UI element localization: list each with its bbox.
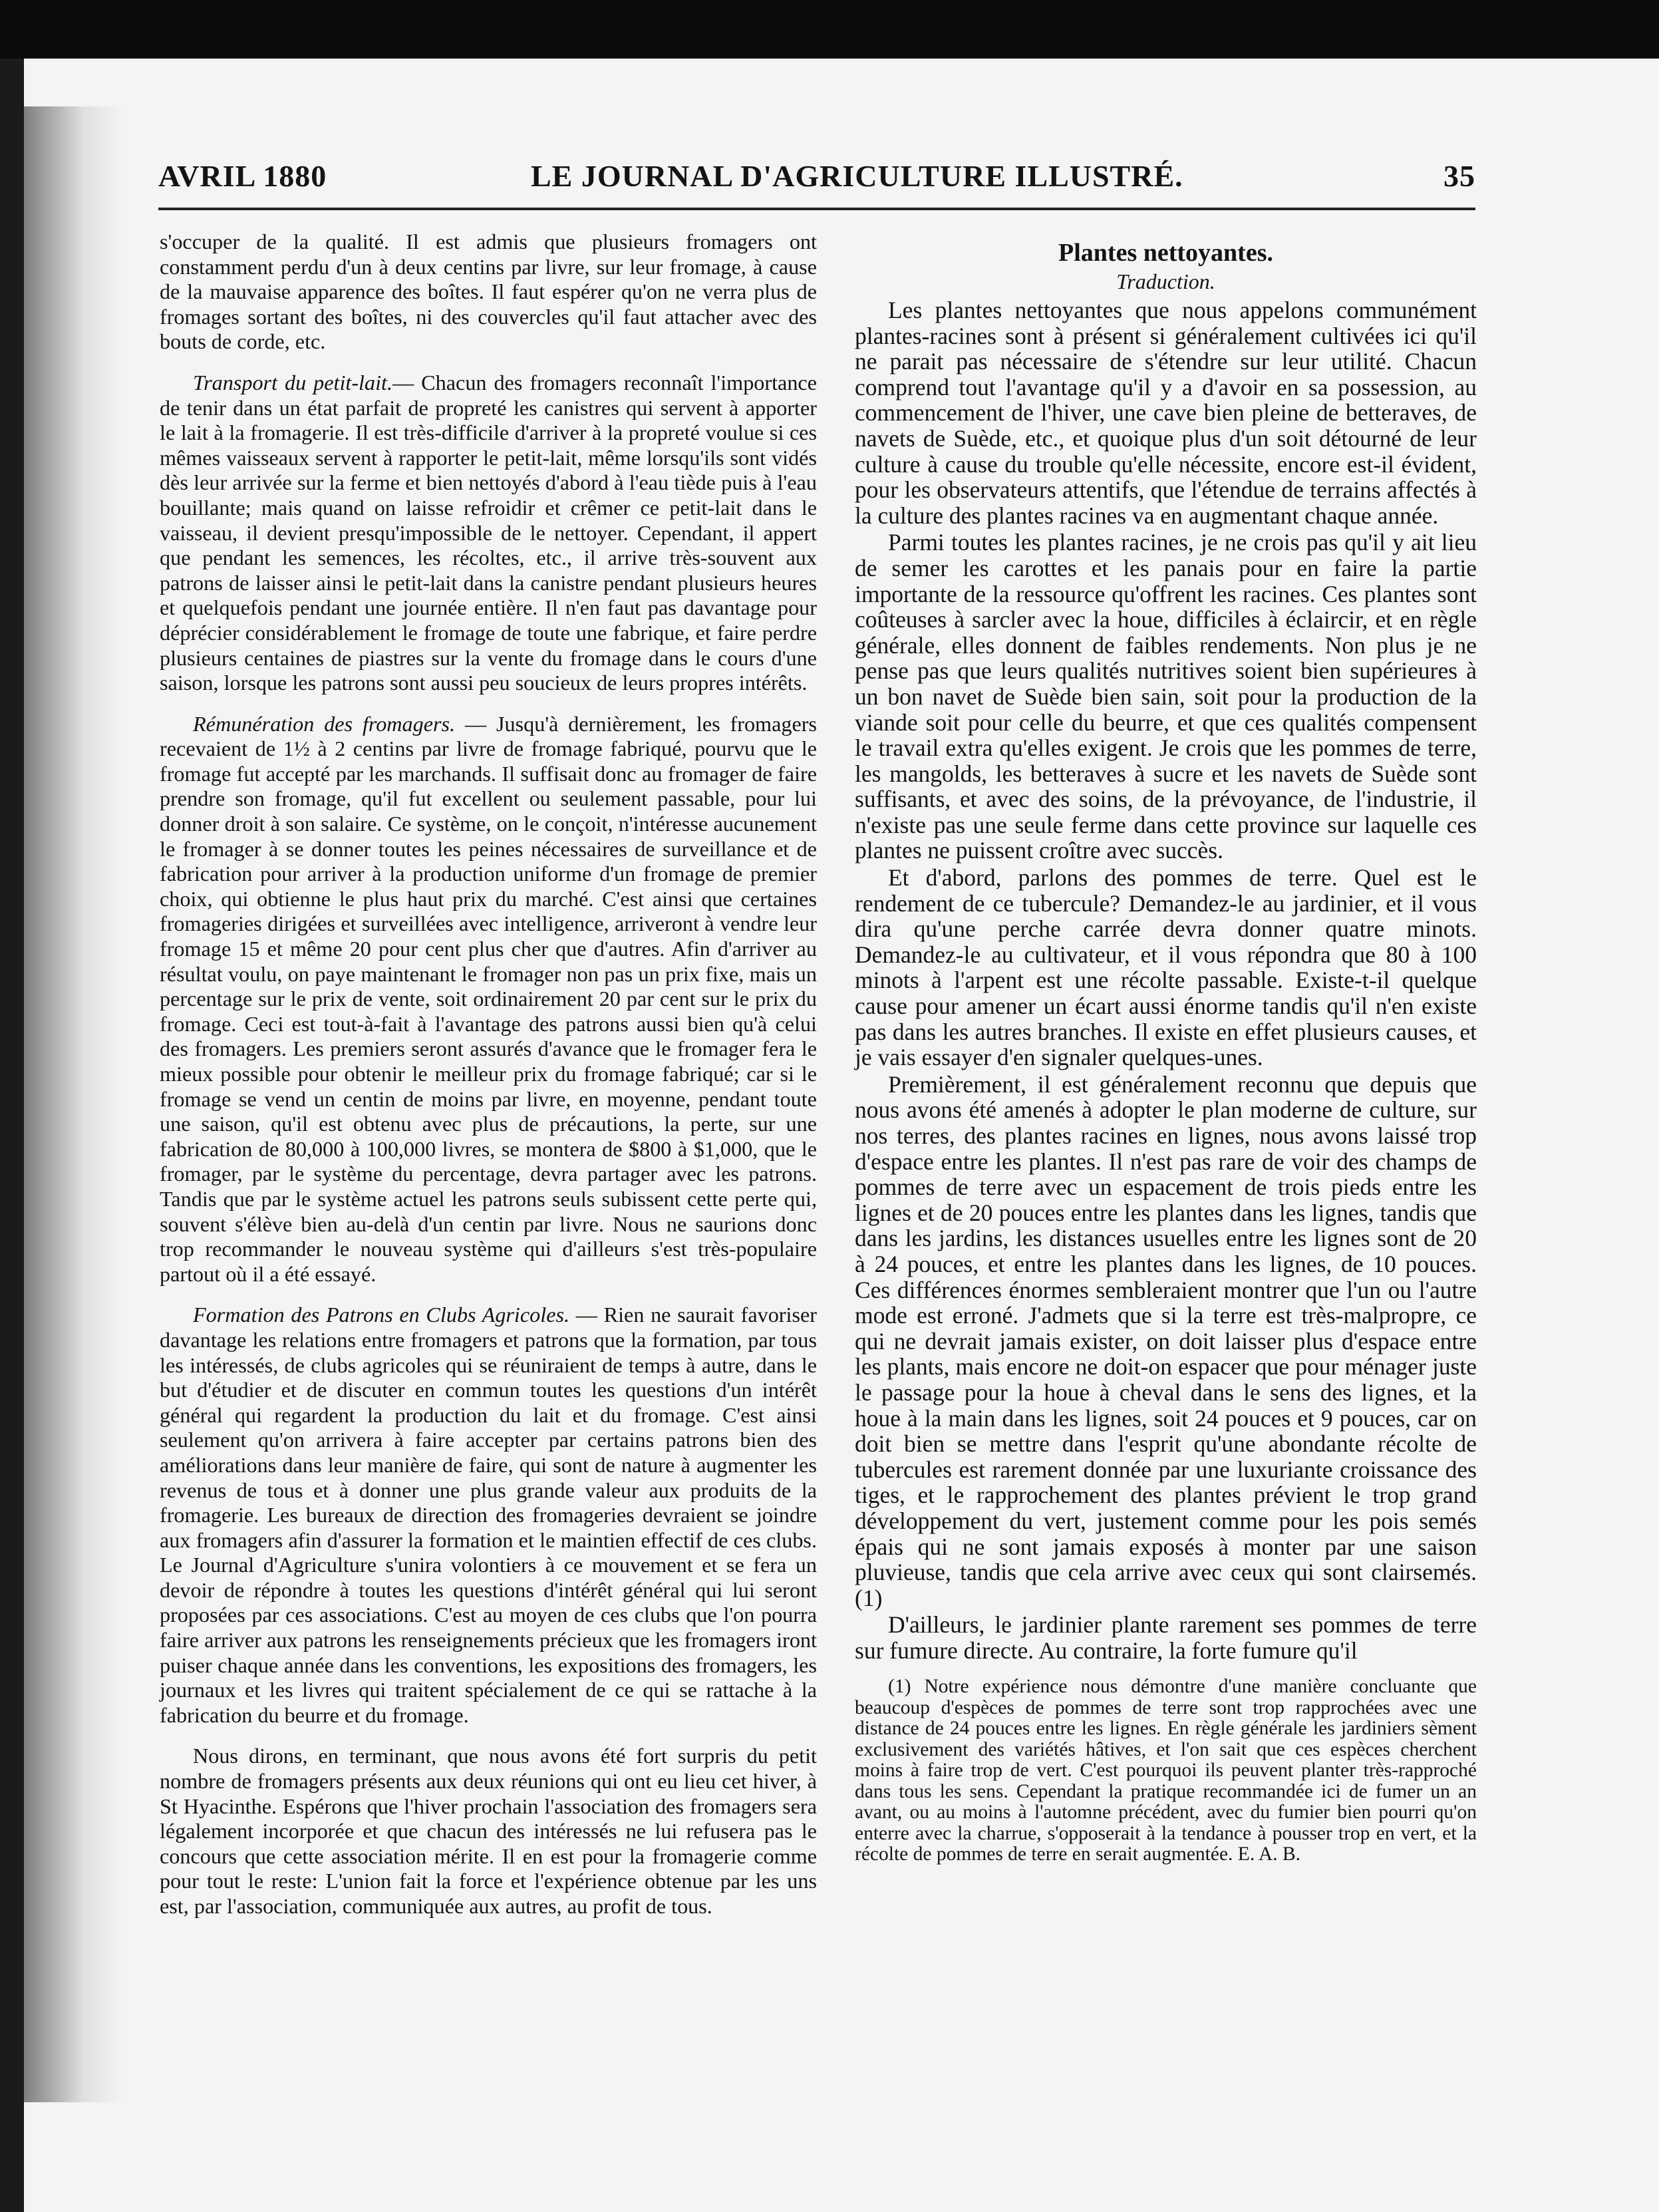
- paragraph: s'occuper de la qualité. Il est admis que plusieurs fromagers ont constamment perdu d'un à deux centins par livre, sur leur fromage, à cause de la mauvaise apparence des boîtes. Il faut espérer qu'on ne verra plus de fromages sortant des boîtes, ni des couvercles qu'il faut attacher avec des bouts de corde, etc.: [160, 230, 817, 354]
- section-title: Transport du petit-lait.: [193, 370, 393, 395]
- page-number: 35: [1443, 159, 1475, 193]
- paragraph: Et d'abord, parlons des pommes de terre. Quel est le rendement de ce tubercule? Demandez-le au jardinier, et il vous dira qu'une perche carrée devra donner quatre minots. Demandez-le au cultivateur, et il vous répondra que 80 à 100 minots à l'arpent est une récolte passable. Existe-t-il quelque cause pour amener un écart aussi énorme tandis qu'il n'en existe pas dans les autres branches. Il existe en effet plusieurs causes, et je vais essayer d'en signaler quelques-unes.: [855, 864, 1477, 1071]
- paragraph: Les plantes nettoyantes que nous appelons communément plantes-racines sont à présent si généralement cultivées ici qu'il ne parait pas nécessaire de s'étendre sur leur utilité. Chacun comprend tout l'avantage qu'il y a d'avoir en sa possession, au commencement de l'hiver, une cave bien pleine de betteraves, de navets de Suède, etc., et quoique plus d'un soit détourné de leur culture à cause du trouble qu'elle nécessite, encore est-il évident, pour les observateurs attentifs, que l'étendue de terrains affectés à la culture des plantes racines va en augmentant chaque année.: [855, 297, 1477, 529]
- paragraph: Nous dirons, en terminant, que nous avons été fort surpris du petit nombre de fromagers présents aux deux réunions qui ont eu lieu cet hiver, à St Hyacinthe. Espérons que l'hiver prochain l'association des fromagers sera légalement incorporée et que chacun des intéressés ne lui refusera pas le concours que cette association mérite. Il en est pour la fromagerie comme pour tout le reste: L'union fait la force et l'expérience obtenue par les uns est, par l'association, communiquée aux autres, au profit de tous.: [160, 1744, 817, 1918]
- scan-gutter-shadow: [24, 106, 124, 2102]
- header-rule: [158, 208, 1475, 210]
- article-heading: Plantes nettoyantes.: [1058, 239, 1273, 267]
- paragraph: Formation des Patrons en Clubs Agricoles. — Rien ne saurait favoriser davantage les relations entre fromagers et patrons que la formation, par tous les intéressés, de clubs agricoles qui se réuniraient de temps à autre, dans le but d'étudier et de discuter en commun toutes les questions d'un intérêt général qui regardent la production du lait et du fromage. C'est ainsi seulement qu'on arrivera à faire accepter par certains patrons bien des améliorations dans leur manière de faire, qui sont de nature à augmenter les revenus de tous et à donner une plus grande valeur aux produits de la fromagerie. Les bureaux de direction des fromageries devraient se joindre aux fromagers afin d'assurer la formation et le maintien effectif de ces clubs. Le Journal d'Agriculture s'unira volontiers à ce mouvement et se fera un devoir de répondre à toutes les questions d'intérêt général qui lui seront proposées par ces associations. C'est au moyen de ces clubs que l'on pourra faire arriver aux patrons les renseignements précieux que les fromagers iront puiser chaque année dans les conventions, les expositions des fromagers, les journaux et les livres qui traitent spécialement de ce qui se rattache à la fabrication du beurre et du fromage.: [160, 1303, 818, 1727]
- scan-top-border: [0, 0, 1659, 59]
- issue-date: AVRIL 1880: [158, 159, 327, 193]
- paragraph: Transport du petit-lait.— Chacun des fromagers reconnaît l'importance de tenir dans un état parfait de propreté les canistres qui servent à apporter le lait à la fromagerie. Il est très-difficile d'arriver à la propreté voulue si ces mêmes vaisseaux servent à rapporter le petit-lait, même lorsqu'ils sont vidés dès leur arrivée sur la ferme et bien nettoyés d'abord à l'eau tiède puis à l'eau bouillante; mais quand on laisse refroidir et crêmer ce petit-lait dans le vaisseau, il devient presqu'impossible de le nettoyer. Cependant, il appert que pendant les semences, les récoltes, etc., il arrive très-souvent aux patrons de laisser ainsi le petit-lait dans la canistre pendant plusieurs heures et quelquefois pendant une journée entière. Il n'en faut pas davantage pour déprécier considérablement le fromage de toute une fabrique, et faire perdre plusieurs centaines de piastres sur la vente du fromage dans le cours d'une saison, lorsque les patrons sont aussi peu soucieux de leurs propres intérêts.: [160, 370, 817, 695]
- section-title: Rémunération des fromagers.: [193, 711, 456, 736]
- right-column: [855, 230, 1477, 1865]
- left-column: [160, 230, 817, 1919]
- paragraph: Rémunération des fromagers. — Jusqu'à dernièrement, les fromagers recevaient de 1½ à 2 centins par livre de fromage fabriqué, pourvu que le fromage fut accepté par les marchands. Il suffisait donc au fromager de faire prendre son fromage, qu'il fut excellent ou seulement passable, pour lui donner droit à son salaire. Ce système, on le conçoit, n'intéresse aucunement le fromager à se donner toutes les peines nécessaires de surveillance et de fabrication pour arriver à la production uniforme d'un fromage de premier choix, qui obtienne le plus haut prix du marché. C'est ainsi que certaines fromageries dirigées et surveillées avec intelligence, arriveront à vendre leur fromage 15 et même 20 pour cent plus cher que d'autres. Afin d'arriver au résultat voulu, on paye maintenant le fromager non pas un prix fixe, mais un percentage sur le prix de vente, soit ordinairement 20 par cent sur le prix du fromage. Ceci est tout-à-fait à l'avantage des patrons aussi bien qu'à celui des fromagers. Les premiers seront assurés d'avance que le fromager fera le mieux possible pour obtenir le meilleur prix du fromage fabriqué; car si le fromage se vend un centin de moins par livre, en moyenne, pendant toute une saison, qu'il est obtenu avec plus de précautions, la perte, sur une fabrication de 80,000 à 100,000 livres, se montera de $800 à $1,000, que le fromager, par le système du percentage, devra partager avec les patrons. Tandis que par le système actuel les patrons seuls subissent cette perte qui, souvent s'élève bien au-delà d'un centin par livre. Nous ne saurions donc trop recommander le nouveau système qui d'ailleurs s'est très-populaire partout où il a été essayé.: [160, 711, 817, 1286]
- paragraph: Premièrement, il est généralement reconnu que depuis que nous avons été amenés à adopter le plan moderne de culture, sur nos terres, des plantes racines en lignes, nous avons laissé trop d'espace entre les plantes. Il n'est pas rare de voir des champs de pommes de terre avec un espacement de trois pieds entre les lignes et de 20 pouces entre les plantes dans les lignes, tandis que dans les jardins, les distances usuelles entre les lignes sont de 20 à 24 pouces, et entre les plantes dans les lignes, de 10 pouces. Ces différences énormes sembleraient montrer que l'un ou l'autre mode est erroné. J'admets que si la terre est très-malpropre, ce qui ne devrait jamais exister, on doit laisser plus d'espace entre les plants, mais encore ne doit-on espacer que pour ménager juste le passage pour la houe à cheval dans le sens des lignes, et la houe à la main dans les lignes, soit 24 pouces et 9 pouces, car on doit bien se mettre dans l'esprit qu'une abondante récolte de tubercules est rarement donnée par une luxuriante croissance des tiges, et le rapprochement des plantes prévient le trop grand développement du vert, justement comme pour les pois semés épais qui ne sont jamais exposés à monter par une saison pluvieuse, tandis que cela arrive avec ceux qui sont clairsemés. (1): [855, 1070, 1477, 1611]
- paragraph: Parmi toutes les plantes racines, je ne crois pas qu'il y ait lieu de semer les carottes et les panais pour en faire la partie importante de la ressource qu'offrent les racines. Ces plantes sont coûteuses à sarcler avec la houe, difficiles à éclaircir, et en règle générale, elles donnent de faibles rendements. Non plus je ne pense pas que leurs qualités nutritives soient bien supérieures à un bon navet de Suède bien sain, soit pour la production de la viande soit pour celle du beurre, et que ces qualités compensent le travail extra qu'elles exigent. Je crois que les pommes de terre, les mangolds, les betteraves à sucre et les navets de Suède sont suffisants, et avec des soins, de la prévoyance, de l'industrie, il n'existe pas une seule ferme dans cette province sur laquelle ces plantes ne puissent croître avec succès.: [855, 529, 1477, 864]
- footnote: (1) Notre expérience nous démontre d'une manière concluante que beaucoup d'espèces de pommes de terre sont trop rapprochées avec une distance de 24 pouces entre les lignes. En règle générale les jardiniers sèment exclusivement des variétés hâtives, et l'on sait que ces espèces cherchent moins à faire trop de vert. C'est pourquoi ils peuvent planter très-rapproché dans tous les sens. Cependant la pratique recommandée ici de fumer un an avant, ou au moins à l'automne précédent, avec du fumier bien pourri qu'on enterre avec la charrue, s'opposerait à la tendance à pousser trop en vert, et la récolte de pommes de terre en serait augmentée. E. A. B.: [855, 1676, 1477, 1865]
- paragraph: D'ailleurs, le jardinier plante rarement ses pommes de terre sur fumure directe. Au contraire, la forte fumure qu'il: [855, 1611, 1477, 1664]
- scan-left-border: [0, 59, 24, 2212]
- section-title: Formation des Patrons en Clubs Agricoles.: [193, 1303, 570, 1327]
- journal-title: LE JOURNAL D'AGRICULTURE ILLUSTRÉ.: [531, 159, 1183, 193]
- article-subheading: Traduction.: [1116, 269, 1215, 293]
- running-header: [158, 158, 1475, 198]
